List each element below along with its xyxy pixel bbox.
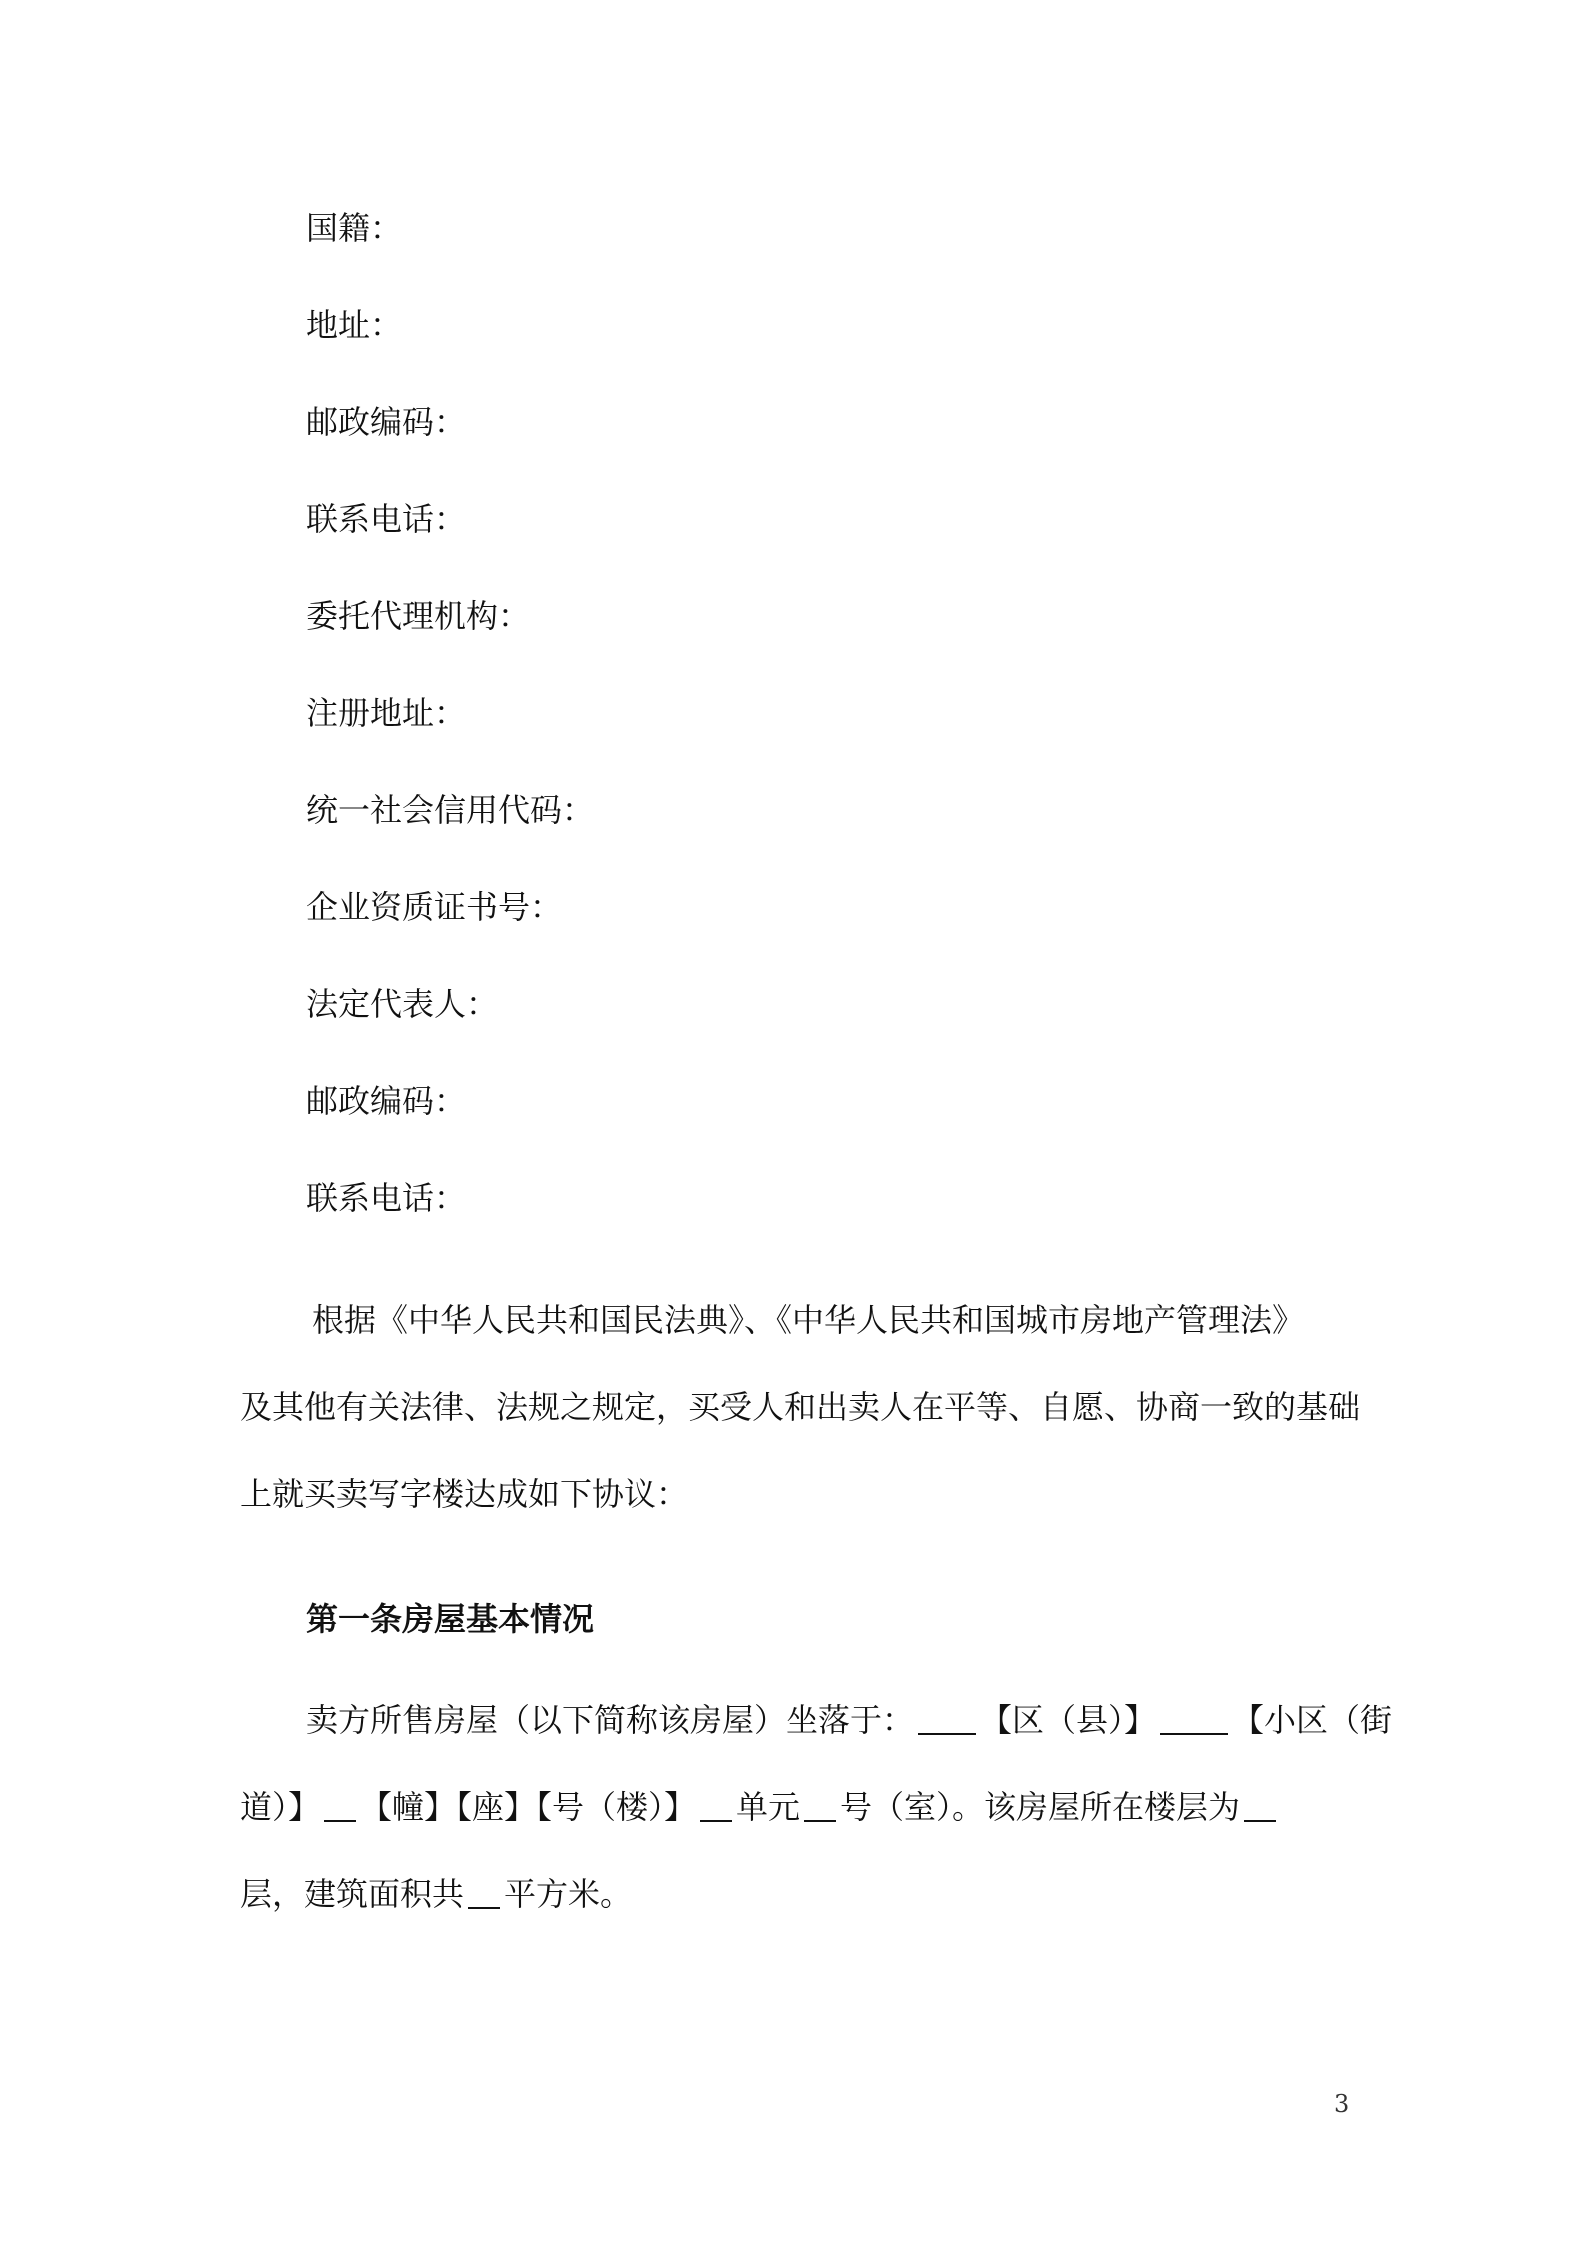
field-address: 地址：: [306, 306, 403, 344]
blank-field: [1160, 1703, 1228, 1735]
field-agency: 委托代理机构：: [306, 597, 531, 635]
field-credit-code: 统一社会信用代码：: [306, 791, 595, 829]
blank-field: [324, 1790, 356, 1822]
intro-line: 根据《中华人民共和国民法典》、《中华人民共和国城市房地产管理法》: [312, 1301, 1305, 1339]
intro-line: 上就买卖写字楼达成如下协议：: [240, 1475, 689, 1513]
blank-field: [700, 1790, 732, 1822]
field-phone: 联系电话：: [306, 500, 467, 538]
article-line: 卖方所售房屋（以下简称该房屋）坐落于： 【区（县）】 【小区（街: [306, 1701, 1393, 1739]
page-number: 3: [1334, 2090, 1350, 2118]
blank-field: [468, 1877, 500, 1909]
blank-field: [1244, 1790, 1276, 1822]
intro-paragraph: [240, 1300, 1361, 1513]
field-phone-2: 联系电话：: [306, 1179, 467, 1217]
intro-line: 及其他有关法律、法规之规定，买受人和出卖人在平等、自愿、协商一致的基础: [240, 1388, 1361, 1426]
blank-field: [918, 1703, 976, 1735]
field-legal-rep: 法定代表人：: [306, 985, 499, 1023]
field-nationality: 国籍：: [306, 209, 403, 247]
article-line: 道）】 【幢】【座】【号（楼）】 单元 号（室）。该房屋所在楼层为: [240, 1787, 1280, 1827]
field-postal-code-2: 邮政编码：: [306, 1082, 467, 1120]
article-paragraph: [240, 1700, 1393, 1913]
field-postal-code: 邮政编码：: [306, 403, 467, 441]
field-registered-address: 注册地址：: [306, 694, 467, 732]
article-heading: 第一条房屋基本情况: [306, 1600, 595, 1638]
blank-field: [804, 1790, 836, 1822]
article-line: 层，建筑面积共 平方米。: [240, 1875, 633, 1913]
field-qualification-cert: 企业资质证书号：: [306, 888, 563, 926]
